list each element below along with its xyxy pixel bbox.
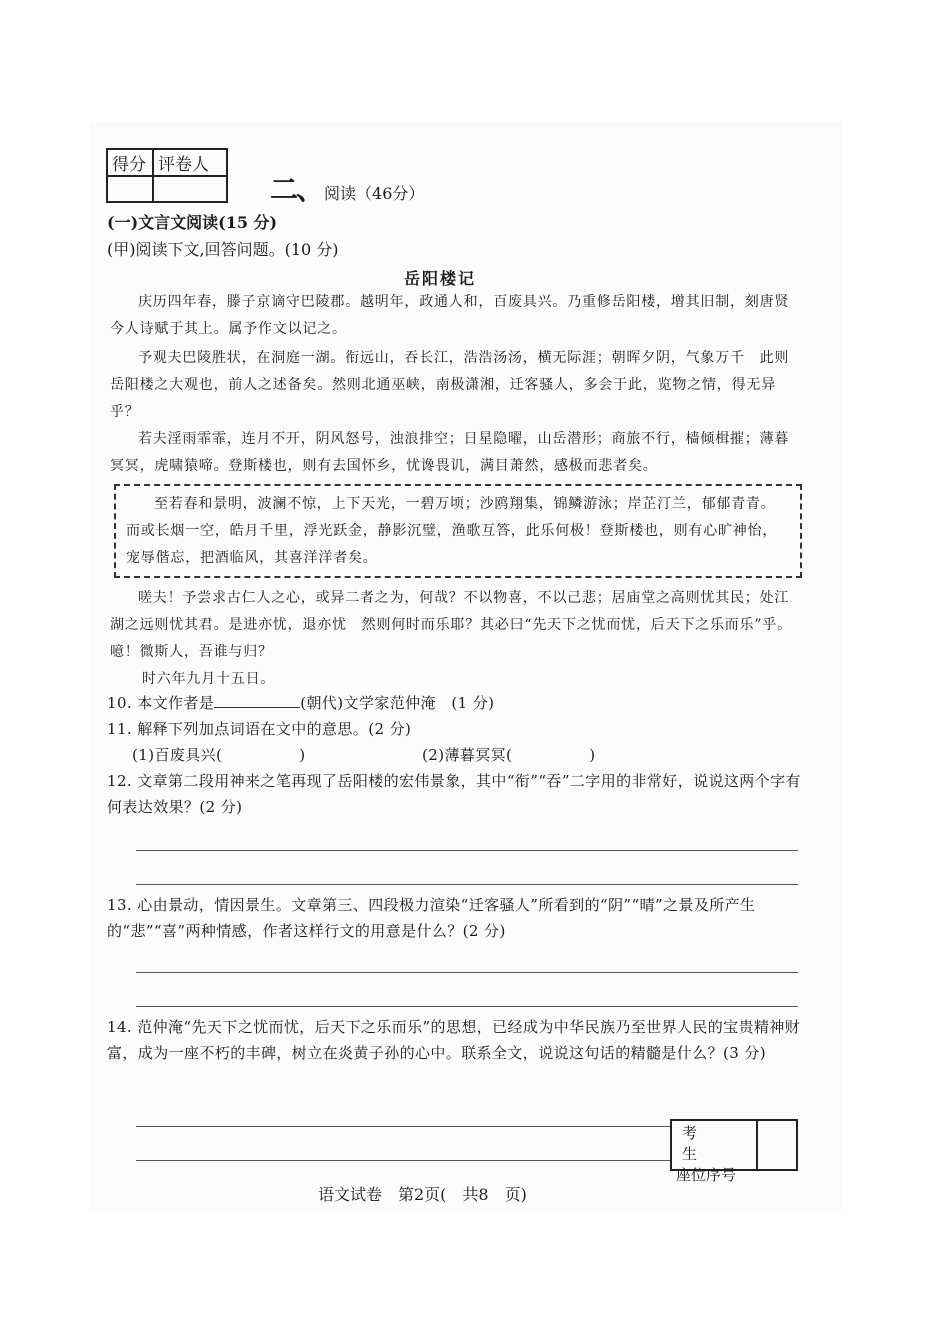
answer-line[interactable] — [136, 972, 798, 973]
question-10 — [107, 690, 494, 716]
question-11: 11. 解释下列加点词语在文中的意思。(2 分) — [107, 720, 412, 738]
essay-paragraph-3: 若夫淫雨霏霏，连月不开，阴风怒号，浊浪排空；日星隐曜，山岳潜形；商旅不行，樯倾楫摧；薄暮冥冥，虎啸猿啼。登斯楼也，则有去国怀乡，忧谗畏讥，满目萧然，感极而悲者矣。 — [110, 431, 790, 474]
answer-line[interactable] — [136, 884, 798, 885]
question-12: 12. 文章第二段用神来之笔再现了岳阳楼的宏伟景象，其中“衔”“吞”二字用的非常好，说说这两个字有何表达效果？(2 分) — [107, 772, 801, 816]
score-header: 得分 — [107, 149, 153, 176]
section-number: 二、 — [270, 173, 323, 206]
page-footer: 语文试卷 第2页( 共8 页) — [318, 1185, 527, 1204]
question-14: 14. 范仲淹“先天下之忧而忧，后天下之乐而乐”的思想，已经成为中华民族乃至世界人民的宝贵精神财富，成为一座不朽的丰碑，树立在炎黄子孙的心中。联系全文，说说这句话的精髓是什么？(3 分) — [107, 1018, 801, 1062]
essay-paragraph-1: 庆历四年春，滕子京谪守巴陵郡。越明年，政通人和，百废具兴。乃重修岳阳楼，增其旧制，刻唐贤今人诗赋于其上。属予作文以记之。 — [110, 294, 790, 337]
question-10-text-b: (朝代)文学家范仲淹 (1 分) — [300, 694, 495, 712]
answer-blank-dynasty[interactable] — [214, 693, 300, 708]
answer-line[interactable] — [136, 1126, 670, 1127]
seat-label-line-1: 考生 — [682, 1124, 726, 1163]
part-heading: (一)文言文阅读(15 分) — [107, 213, 278, 232]
seat-number-field[interactable] — [758, 1121, 796, 1169]
question-13: 13. 心由景动，情因景生。文章第三、四段极力渲染“迁客骚人”所看到的“阴”“晴”之景及所产生的“悲”“喜”两种情感，作者这样行文的用意是什么？(2 分) — [107, 896, 756, 940]
seat-label-line-2: 座位序号 — [676, 1166, 737, 1184]
essay-paragraph-4: 至若春和景明，波澜不惊，上下天光，一碧万顷；沙鸥翔集，锦鳞游泳；岸芷汀兰，郁郁青青。而或长烟一空，皓月千里，浮光跃金，静影沉璧，渔歌互答，此乐何极！登斯楼也，则有心旷神怡，宠辱偕忘，把酒临风，其喜洋洋者矣。 — [126, 496, 778, 566]
section-title — [270, 168, 424, 208]
question-11-item-2[interactable]: (2)薄暮冥冥( ) — [422, 746, 596, 764]
essay-date: 时六年九月十五日。 — [142, 671, 276, 687]
grader-cell[interactable] — [153, 176, 227, 202]
essay-paragraph-2: 予观夫巴陵胜状，在洞庭一湖。衔远山，吞长江，浩浩汤汤，横无际涯；朝晖夕阴，气象万千 此则岳阳楼之大观也，前人之述备矣。然则北通巫峡，南极潇湘，迁客骚人，多会于此，览物之情，得无异乎？ — [110, 350, 790, 420]
essay-paragraph-5: 嗟夫！予尝求古仁人之心，或异二者之为，何哉？不以物喜，不以己悲；居庙堂之高则忧其民；处江湖之远则忧其君。是进亦忧，退亦忧 然则何时而乐耶？其必曰“先天下之忧而忧，后天下之乐而乐”乎。噫！微斯人，吾谁与归？ — [110, 590, 792, 660]
score-cell[interactable] — [107, 176, 153, 202]
answer-line[interactable] — [136, 1160, 670, 1161]
essay-title: 岳阳楼记 — [404, 269, 477, 288]
subpart-heading: (甲)阅读下文,回答问题。(10 分) — [107, 240, 339, 259]
section-title-text: 阅读（46分） — [324, 184, 425, 203]
answer-line[interactable] — [136, 850, 798, 851]
score-box — [106, 148, 228, 203]
question-11-item-1[interactable]: (1)百废具兴( ) — [132, 746, 306, 764]
grader-header: 评卷人 — [153, 149, 227, 176]
question-10-text-a: 10. 本文作者是 — [107, 694, 215, 712]
seat-number-box — [670, 1119, 798, 1184]
answer-line[interactable] — [136, 1006, 798, 1007]
seat-number-label — [672, 1121, 758, 1184]
